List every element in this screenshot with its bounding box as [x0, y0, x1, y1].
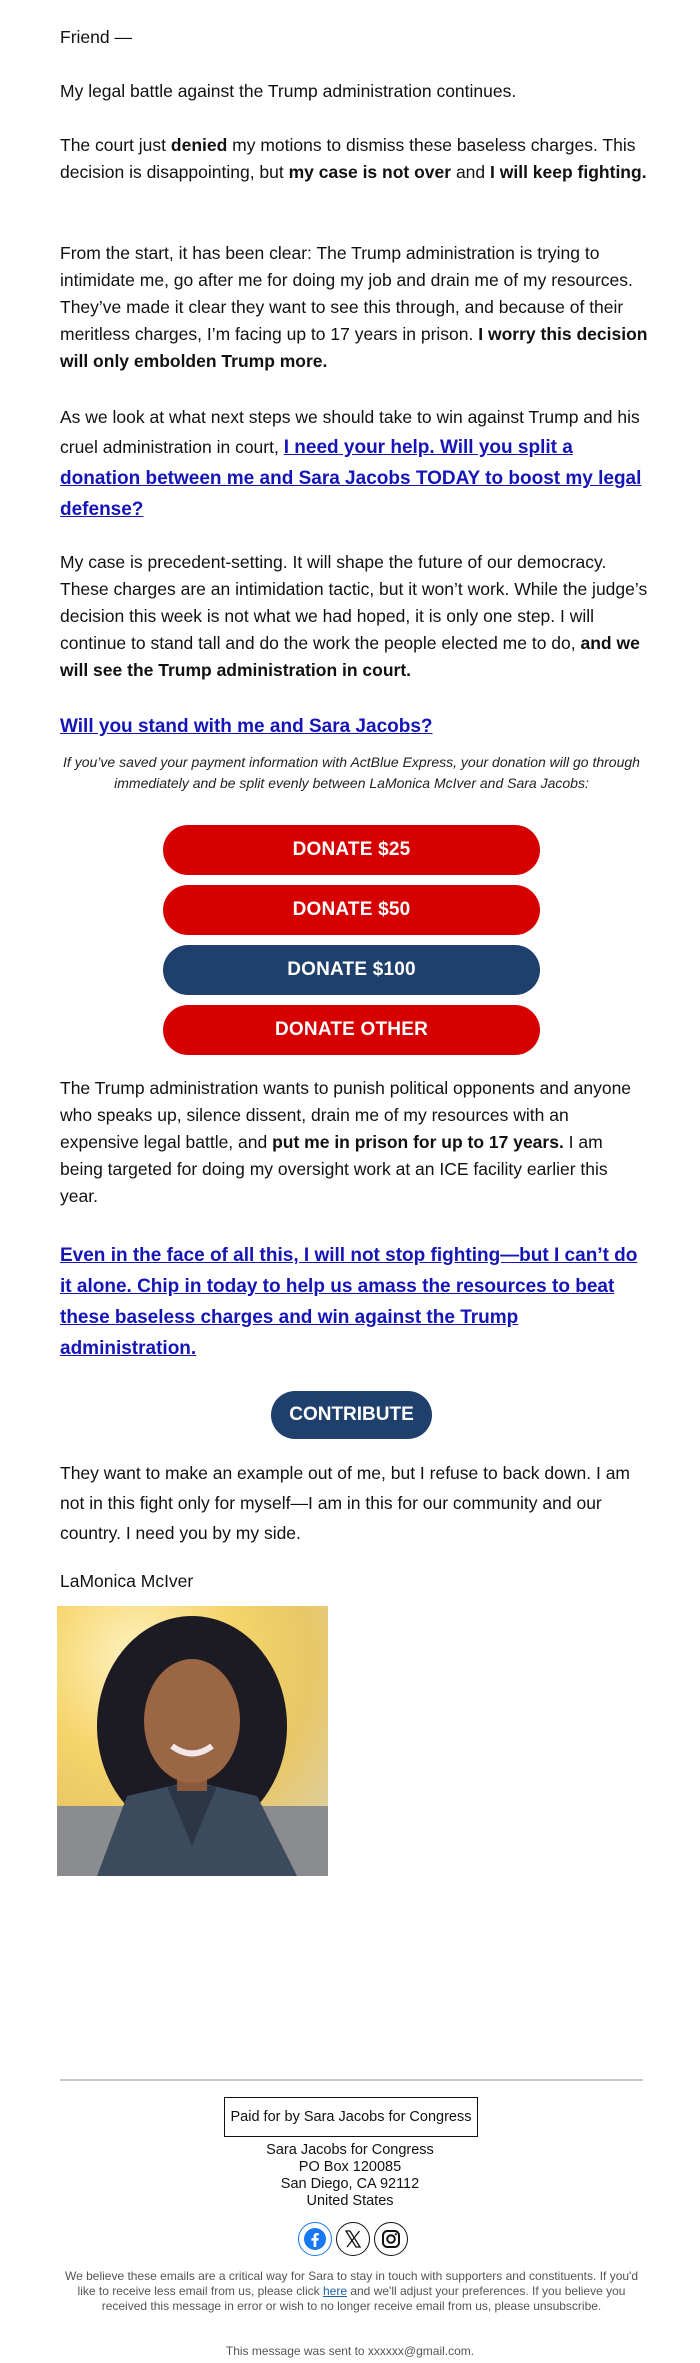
- x-icon[interactable]: [336, 2222, 370, 2256]
- text: and: [451, 162, 491, 182]
- bold-text: denied: [170, 135, 228, 155]
- portrait-image: [57, 1606, 328, 1876]
- address-line: San Diego, CA 92112: [280, 2176, 420, 2192]
- paragraph-chip-in: [60, 1240, 650, 1364]
- chip-in-link[interactable]: Even in the face of all this, I will not stop fighting—but I can’t do it alone. Chip in today to help us amass the resources to beat these baseless charges and win against the Trump administration.: [60, 1245, 638, 1359]
- paragraph-need-help: [60, 402, 650, 525]
- text: The Trump administration wants to punish political opponents and anyone who speaks up, silence dissent, drain me of my resources with an expensive legal battle, and: [60, 1078, 632, 1152]
- email-preferences-link[interactable]: here: [322, 2284, 347, 2298]
- social-links: [298, 2222, 408, 2256]
- email-preferences-disclaimer: [60, 2269, 643, 2314]
- greeting: Friend —: [60, 27, 132, 47]
- bold-text: I will keep fighting.: [490, 162, 647, 182]
- donate-50-button[interactable]: DONATE $50: [163, 885, 540, 935]
- text: I am being targeted for doing my oversight work at an ICE facility earlier this year.: [60, 1132, 608, 1206]
- paragraph-court-denied: [60, 132, 650, 186]
- text: As we look at what next steps we should take to win against Trump and his cruel administration in court,: [60, 407, 640, 457]
- actblue-express-note: If you’ve saved your payment information with ActBlue Express, your donation will go through immediately and be split evenly between LaMonica McIver and Sara Jacobs:: [63, 754, 640, 791]
- bold-text: I worry this decision will only embolden Trump more.: [60, 324, 648, 371]
- text: and we'll adjust your preferences. If you believe you received this message in error or wish to no longer receive email from us, please unsubscribe.: [101, 2284, 626, 2313]
- paragraph-punish: [60, 1075, 650, 1210]
- bold-text: and we will see the Trump administration in court.: [60, 633, 640, 680]
- instagram-icon[interactable]: [374, 2222, 408, 2256]
- donate-25-button[interactable]: DONATE $25: [163, 825, 540, 875]
- paragraph-intimidation: [60, 240, 650, 375]
- donate-other-button[interactable]: DONATE OTHER: [163, 1005, 540, 1055]
- paragraph-precedent: [60, 549, 650, 684]
- bold-text: put me in prison for up to 17 years.: [272, 1132, 564, 1152]
- paragraph-example: They want to make an example out of me, but I refuse to back down. I am not in this fight only for myself—I am in this for our community and our country. I need you by my side.: [60, 1463, 631, 1543]
- signature: LaMonica McIver: [60, 1571, 194, 1591]
- donate-100-button[interactable]: DONATE $100: [163, 945, 540, 995]
- contribute-button[interactable]: CONTRIBUTE: [271, 1391, 432, 1439]
- address-line: United States: [306, 2193, 394, 2209]
- paid-for-disclaimer: Paid for by Sara Jacobs for Congress: [224, 2097, 478, 2137]
- stand-with-me-heading: [60, 713, 650, 740]
- text: From the start, it has been clear: The Trump administration is trying to intimidate me, go after me for doing my job and drain me of my resources. They’ve made it clear they want to see this through, and because of their meritless charges, I’m facing up to 17 years in prison.: [60, 243, 633, 344]
- text: We believe these emails are a critical way for Sara to stay in touch with supporters and constituents. If you'd like to receive less email from us, please click: [64, 2269, 639, 2298]
- facebook-icon[interactable]: [298, 2222, 332, 2256]
- split-donation-link[interactable]: I need your help. Will you split a donation between me and Sara Jacobs TODAY to boost my legal defense?: [60, 437, 642, 520]
- text: My case is precedent-setting. It will shape the future of our democracy. These charges are an intimidation tactic, but it won’t work. While the judge’s decision this week is not what we had hoped, it is only one step. I will continue to stand tall and do the work the people elected me to do,: [60, 552, 648, 653]
- stand-with-me-link[interactable]: Will you stand with me and Sara Jacobs?: [60, 716, 433, 737]
- text: The court just: [60, 135, 171, 155]
- sent-to-notice: This message was sent to xxxxxx@gmail.com.: [225, 2344, 475, 2358]
- address-line: PO Box 120085: [298, 2159, 402, 2175]
- footer-divider: [60, 2079, 643, 2081]
- candidate-photo: [57, 1606, 328, 1876]
- paragraph-intro: My legal battle against the Trump administration continues.: [60, 81, 517, 101]
- bold-text: my case is not over: [288, 162, 452, 182]
- mailing-address: [0, 2142, 700, 2210]
- text: my motions to dismiss these baseless charges. This decision is disappointing, but: [60, 135, 636, 182]
- address-line: Sara Jacobs for Congress: [266, 2142, 434, 2158]
